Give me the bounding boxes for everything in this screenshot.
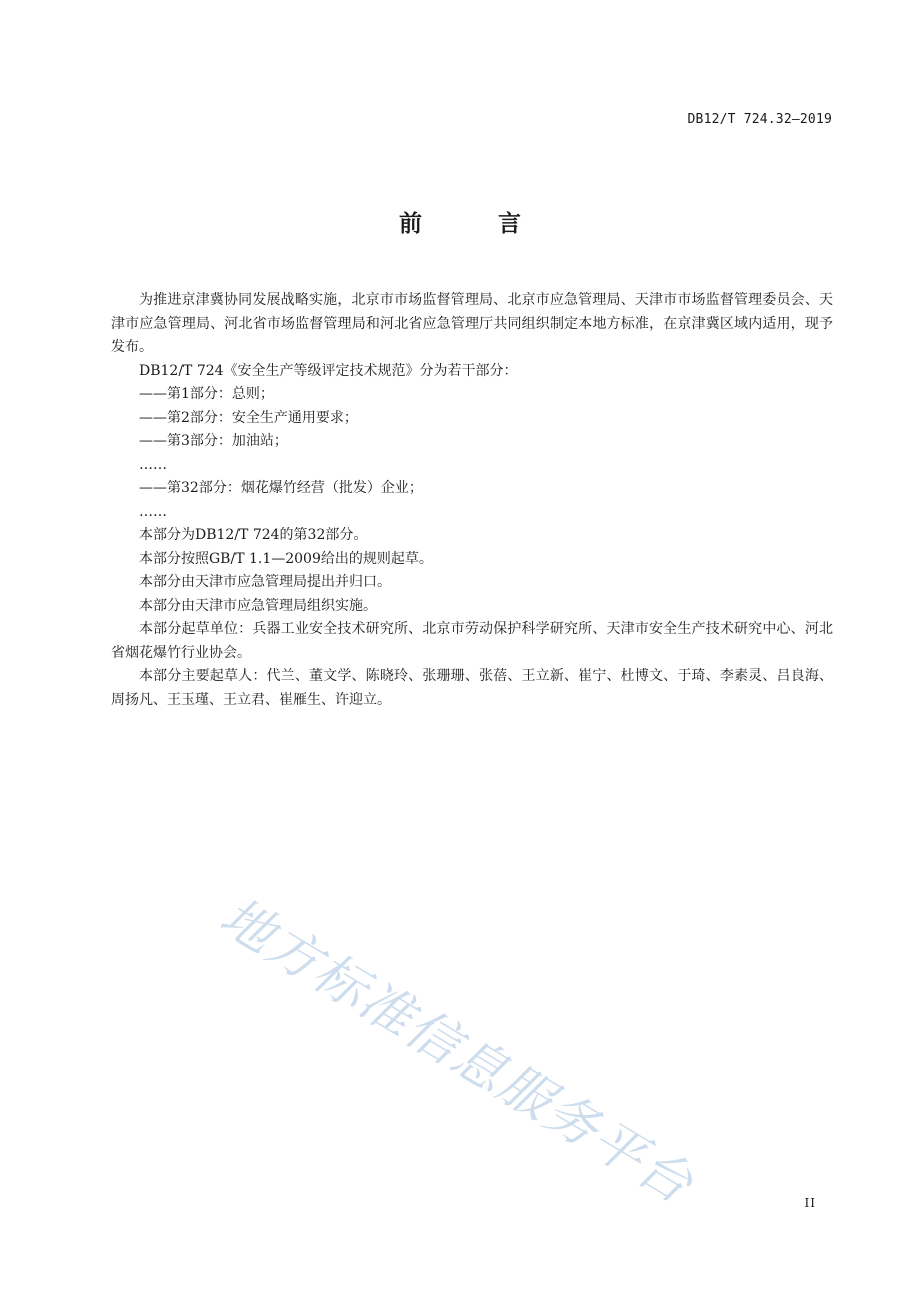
list-item-part-2: ——第2部分：安全生产通用要求； — [139, 409, 358, 426]
paragraph-proposer: 本部分由天津市应急管理局提出并归口。 — [139, 574, 391, 590]
foreword-body — [111, 289, 833, 712]
page-title: 前 言 — [398, 211, 555, 237]
paragraph-intro: 为推进京津冀协同发展战略实施，北京市市场监督管理局、北京市应急管理局、天津市市场监督管理委员会、天津市应急管理局、河北省市场监督管理局和河北省应急管理厅共同组织制定本地方标准，在京津冀区域内适用，现予发布。 — [111, 292, 833, 355]
paragraph-drafting-units: 本部分起草单位：兵器工业安全技术研究所、北京市劳动保护科学研究所、天津市安全生产技术研究中心、河北省烟花爆竹行业协会。 — [111, 621, 833, 661]
list-ellipsis: …… — [139, 503, 167, 520]
list-item-part-32: ——第32部分：烟花爆竹经营（批发）企业； — [139, 480, 423, 496]
list-ellipsis: …… — [139, 456, 167, 473]
paragraph-implementer: 本部分由天津市应急管理局组织实施。 — [139, 597, 377, 614]
list-item-part-3: ——第3部分：加油站； — [139, 433, 288, 449]
paragraph-parts-intro: DB12/T 724《安全生产等级评定技术规范》分为若干部分： — [139, 362, 518, 379]
document-code: DB12/T 724.32—2019 — [687, 112, 832, 127]
paragraph-part-number: 本部分为DB12/T 724的第32部分。 — [139, 527, 368, 543]
page-number: II — [804, 1196, 816, 1210]
watermark-text: 地方标准信息服务平台 — [209, 886, 704, 1217]
paragraph-drafters: 本部分主要起草人：代兰、董文学、陈晓玲、张珊珊、张蓓、王立新、崔宁、杜博文、于琦、李素灵、吕良海、周扬凡、王玉瑾、王立君、崔雁生、许迎立。 — [111, 668, 833, 708]
paragraph-drafting-rules: 本部分按照GB/T 1.1—2009给出的规则起草。 — [139, 550, 433, 567]
list-item-part-1: ——第1部分：总则； — [139, 386, 274, 402]
